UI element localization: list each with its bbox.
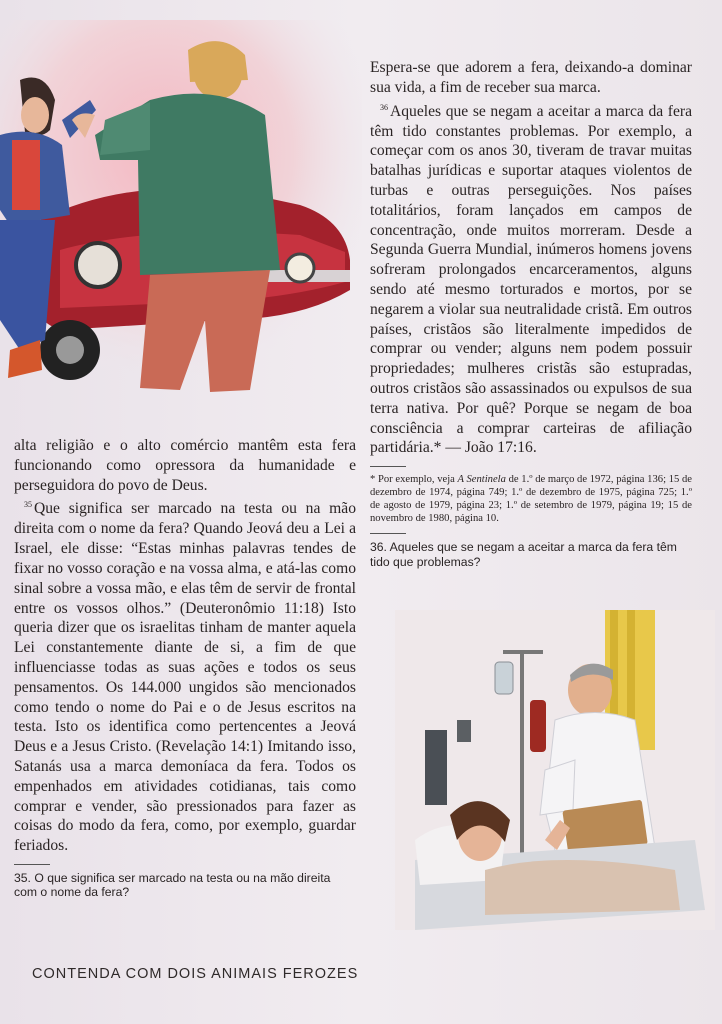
- left-column: [14, 436, 356, 900]
- question-rule-35: [14, 864, 50, 865]
- footnote-publication-title: A Sentinela: [457, 474, 506, 486]
- question-36: 36. Aqueles que se negam a aceitar a marca da fera têm tido que problemas?: [370, 540, 677, 569]
- paragraph-36-text: Aqueles que se negam a aceitar a marca da fera têm tido constantes problemas. Por exemplo, a começar com os anos 30, tiveram de travar muitas batalhas jurídicas e suportar ataques violentos de turbas e outras perseguições. Nos países totalitários, foram lançados em campos de concentração, onde muitos morreram. Desde a Segunda Guerra Mundial, inúmeros homens jovens sofreram prolongados encarceramentos, alguns sendo até mesmo torturados e mortos, por se negarem a violar sua neutralidade cristã. Em outros países, cristãos são literalmente impedidos de comprar ou vender; alguns nem podem possuir propriedades; mulheres cristãs são estupradas, outros cristãos são assassinados ou expulsos de sua terra nativa. Por quê? Porque se negam de boa consciência a comprar carteiras de afiliação partidária.* — João 17:16.: [370, 102, 692, 457]
- right-column: [370, 58, 692, 569]
- paragraph-36: [370, 98, 692, 459]
- right-continuation: Espera-se que adorem a fera, deixando-a dominar sua vida, a fim de receber sua marca.: [370, 59, 692, 96]
- footnote-text-start: * Por exemplo, veja: [370, 474, 458, 486]
- footnote-rule: [370, 466, 406, 467]
- left-continuation: alta religião e o alto comércio mantêm esta fera funcionando como opressora da humanidade e perseguidora do povo de Deus.: [14, 437, 356, 494]
- running-footer: CONTENDA COM DOIS ANIMAIS FEROZES: [32, 966, 359, 982]
- question-35: 35. O que significa ser marcado na testa ou na mão direita com o nome da fera?: [14, 870, 331, 900]
- paragraph-35-text: Que significa ser marcado na testa ou na mão direita com o nome da fera? Quando Jeová deu a Lei a Israel, ele disse: “Estas minhas palavras tendes de fixar no vosso coração e na vossa alma, e atá-las como sinal sobre a vossa mão, e elas têm de servir de frontal entre os vossos olhos.” (Deuteronômio 11:18) Isto queria dizer que os israelitas tinham de manter aquela Lei constantemente diante de si, a fim de que influenciasse todas as suas ações e todos os seus pensamentos. Os 144.000 ungidos são mencionados como tendo o nome do Pai e o de Jesus escritos na testa. Isto os identifica como pertencentes a Jeová Deus e a Jesus Cristo. (Revelação 14:1) Imitando isso, Satanás usa a marca demoníaca da fera. Todos os empenhados em atividades cotidianas, tais como comprar e vender, são pressionados para fazer as coisas do modo da fera, como, por exemplo, guardar feriados.: [14, 500, 356, 855]
- illustration-hospital-scene: [395, 610, 715, 930]
- footnote: [370, 473, 692, 525]
- paragraph-35-number: 35: [24, 500, 32, 510]
- question-rule-36: [370, 533, 406, 534]
- paragraph-35: [14, 495, 356, 856]
- paragraph-36-number: 36: [380, 102, 388, 112]
- footnote-text-end: de 1.º de março de 1972, página 136; 15 de dezembro de 1974, página 749; 1.º de dezembro de 1975, página 725; 1.º de agosto de 1979, página 23; 1.º de setembro de 1979, página 19; 15 de novembro de 1980, página 10.: [370, 474, 692, 525]
- illustration-young-people-car: [0, 20, 362, 400]
